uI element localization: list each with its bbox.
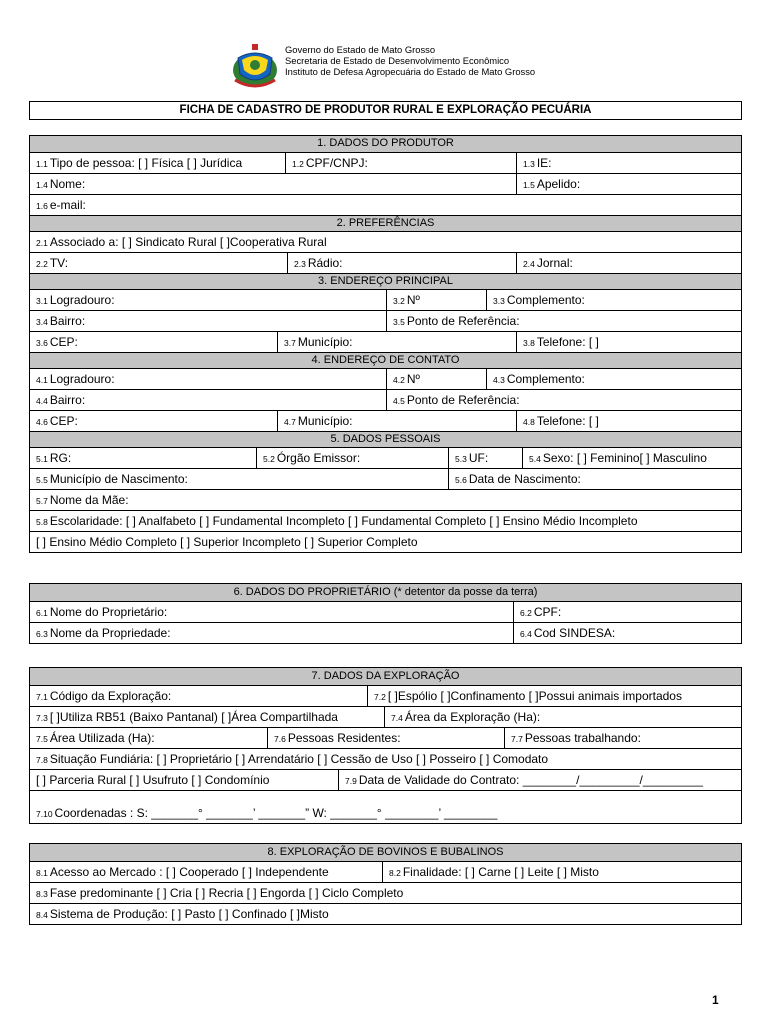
page-number: 1 xyxy=(712,993,719,1007)
section-4-heading: 4. ENDEREÇO DE CONTATO xyxy=(30,352,741,368)
field-main-number[interactable]: 3.2 Nº xyxy=(386,290,486,310)
field-contact-district[interactable]: 4.4 Bairro: xyxy=(36,393,86,407)
field-main-city[interactable]: 3.7 Município: xyxy=(277,332,516,352)
field-coordinates[interactable]: 7.10 Coordenadas : S: _______° _______’ _______” W: _______° ________’ ________ xyxy=(36,806,498,820)
row-5-5 xyxy=(30,468,741,489)
field-main-cep[interactable]: 3.6 CEP: xyxy=(36,335,78,349)
field-contact-number[interactable]: 4.2 Nº xyxy=(386,369,486,389)
header-line-government: Governo do Estado de Mato Grosso xyxy=(285,44,436,55)
field-exploration-flags[interactable]: 7.2 [ ]Espólio [ ]Confinamento [ ]Possui animais importados xyxy=(367,686,741,706)
row-2-2 xyxy=(30,252,741,273)
row-1-6 xyxy=(30,194,741,215)
section-3-heading: 3. ENDEREÇO PRINCIPAL xyxy=(30,273,741,289)
field-main-reference[interactable]: 3.5 Ponto de Referência: xyxy=(386,311,741,331)
field-nickname[interactable]: 1.5 Apelido: xyxy=(516,174,741,194)
field-sex[interactable]: 5.4 Sexo: [ ] Feminino[ ] Masculino xyxy=(522,448,741,468)
field-uf[interactable]: 5.3 UF: xyxy=(448,448,522,468)
field-ie[interactable]: 1.3 IE: xyxy=(516,153,741,173)
row-4-4 xyxy=(30,389,741,410)
field-sindesa-code[interactable]: 6.4 Cod SINDESA: xyxy=(513,623,741,643)
field-contract-validity[interactable]: 7.9 Data de Validade do Contrato: ________/_________/_________ xyxy=(338,770,741,790)
document-header xyxy=(230,40,590,90)
row-4-6 xyxy=(30,410,741,431)
section-5-heading: 5. DADOS PESSOAIS xyxy=(30,431,741,447)
field-contact-city[interactable]: 4.7 Município: xyxy=(277,411,516,431)
field-exploration-area[interactable]: 7.4 Área da Exploração (Ha): xyxy=(384,707,741,727)
row-3-1 xyxy=(30,289,741,310)
field-main-district[interactable]: 3.4 Bairro: xyxy=(36,314,86,328)
section-7-heading: 7. DADOS DA EXPLORAÇÃO xyxy=(30,668,741,685)
row-4-1 xyxy=(30,368,741,389)
header-line-secretariat: Secretaria de Estado de Desenvolvimento Econômico xyxy=(285,55,510,66)
row-1-1 xyxy=(30,152,741,173)
field-predominant-phase[interactable]: 8.3 Fase predominante [ ] Cria [ ] Recria [ ] Engorda [ ] Ciclo Completo xyxy=(36,886,404,900)
field-cpf-cnpj[interactable]: 1.2 CPF/CNPJ: xyxy=(285,153,516,173)
field-birth-city[interactable]: 5.5 Município de Nascimento: xyxy=(36,472,188,486)
field-associated[interactable]: 2.1 Associado a: [ ] Sindicato Rural [ ]Cooperativa Rural xyxy=(36,235,327,249)
header-line-institute: Instituto de Defesa Agropecuária do Estado de Mato Grosso xyxy=(285,66,536,77)
row-6-1 xyxy=(30,601,741,622)
row-7-1 xyxy=(30,685,741,706)
field-email[interactable]: 1.6 e-mail: xyxy=(36,198,86,212)
section-2-heading: 2. PREFERÊNCIAS xyxy=(30,215,741,231)
field-tv[interactable]: 2.2 TV: xyxy=(36,256,69,270)
section-1-heading: 1. DADOS DO PRODUTOR xyxy=(30,136,741,152)
row-7-3 xyxy=(30,706,741,727)
field-person-type[interactable]: 1.1 Tipo de pessoa: [ ] Física [ ] Jurídica xyxy=(36,156,243,170)
field-contact-cep[interactable]: 4.6 CEP: xyxy=(36,414,78,428)
row-8-3 xyxy=(30,882,741,903)
row-3-4 xyxy=(30,310,741,331)
row-7-5 xyxy=(30,727,741,748)
field-rg[interactable]: 5.1 RG: xyxy=(36,451,72,465)
field-name[interactable]: 1.4 Nome: xyxy=(36,177,86,191)
field-used-area[interactable]: 7.5 Área Utilizada (Ha): xyxy=(36,731,155,745)
row-5-7 xyxy=(30,489,741,510)
row-8-4 xyxy=(30,903,741,924)
row-5-8b xyxy=(30,531,741,552)
field-purpose[interactable]: 8.2 Finalidade: [ ] Carne [ ] Leite [ ] Misto xyxy=(382,862,741,882)
row-5-1 xyxy=(30,447,741,468)
field-radio[interactable]: 2.3 Rádio: xyxy=(287,253,516,273)
form-sections-1-5 xyxy=(29,135,742,553)
field-rb51-shared[interactable]: 7.3 [ ]Utiliza RB51 (Baixo Pantanal) [ ]Área Compartilhada xyxy=(36,710,338,724)
row-7-8b xyxy=(30,769,741,790)
field-mother-name[interactable]: 5.7 Nome da Mãe: xyxy=(36,493,129,507)
field-contact-street[interactable]: 4.1 Logradouro: xyxy=(36,372,115,386)
field-market-access[interactable]: 8.1 Acesso ao Mercado : [ ] Cooperado [ ] Independente xyxy=(36,865,329,879)
form-title: FICHA DE CADASTRO DE PRODUTOR RURAL E EXPLORAÇÃO PECUÁRIA xyxy=(179,104,592,116)
row-8-1 xyxy=(30,861,741,882)
field-land-situation[interactable]: 7.8 Situação Fundiária: [ ] Proprietário [ ] Arrendatário [ ] Cessão de Uso [ ] Posseiro [ ] Comodato xyxy=(36,752,549,766)
field-residents[interactable]: 7.6 Pessoas Residentes: xyxy=(267,728,504,748)
row-7-10 xyxy=(30,790,741,823)
field-education-continued[interactable]: [ ] Ensino Médio Completo [ ] Superior Incompleto [ ] Superior Completo xyxy=(36,535,418,549)
field-birth-date[interactable]: 5.6 Data de Nascimento: xyxy=(448,469,741,489)
row-5-8 xyxy=(30,510,741,531)
field-education[interactable]: 5.8 Escolaridade: [ ] Analfabeto [ ] Fundamental Incompleto [ ] Fundamental Completo [ ] Ensino Médio Incompleto xyxy=(36,514,638,528)
field-workers[interactable]: 7.7 Pessoas trabalhando: xyxy=(504,728,741,748)
field-main-street[interactable]: 3.1 Logradouro: xyxy=(36,293,115,307)
field-exploration-code[interactable]: 7.1 Código da Exploração: xyxy=(36,689,172,703)
row-7-8 xyxy=(30,748,741,769)
field-issuer[interactable]: 5.2 Órgão Emissor: xyxy=(256,448,448,468)
field-contact-reference[interactable]: 4.5 Ponto de Referência: xyxy=(386,390,741,410)
field-owner-name[interactable]: 6.1 Nome do Proprietário: xyxy=(36,605,168,619)
field-main-complement[interactable]: 3.3 Complemento: xyxy=(486,290,741,310)
field-contact-complement[interactable]: 4.3 Complemento: xyxy=(486,369,741,389)
field-owner-cpf[interactable]: 6.2 CPF: xyxy=(513,602,741,622)
row-6-3 xyxy=(30,622,741,643)
form-section-8 xyxy=(29,843,742,925)
row-2-1 xyxy=(30,231,741,252)
field-land-situation-continued[interactable]: [ ] Parceria Rural [ ] Usufruto [ ] Condomínio xyxy=(36,773,270,787)
section-8-heading: 8. EXPLORAÇÃO DE BOVINOS E BUBALINOS xyxy=(30,844,741,861)
field-production-system[interactable]: 8.4 Sistema de Produção: [ ] Pasto [ ] Confinado [ ]Misto xyxy=(36,907,329,921)
field-newspaper[interactable]: 2.4 Jornal: xyxy=(516,253,741,273)
form-title-box xyxy=(29,101,742,120)
state-coat-of-arms-icon xyxy=(230,40,280,90)
row-1-4 xyxy=(30,173,741,194)
row-3-6 xyxy=(30,331,741,352)
form-section-7 xyxy=(29,667,742,824)
section-6-heading: 6. DADOS DO PROPRIETÁRIO (* detentor da posse da terra) xyxy=(30,584,741,601)
form-section-6 xyxy=(29,583,742,644)
field-main-phone[interactable]: 3.8 Telefone: [ ] xyxy=(516,332,741,352)
field-property-name[interactable]: 6.3 Nome da Propriedade: xyxy=(36,626,171,640)
field-contact-phone[interactable]: 4.8 Telefone: [ ] xyxy=(516,411,741,431)
